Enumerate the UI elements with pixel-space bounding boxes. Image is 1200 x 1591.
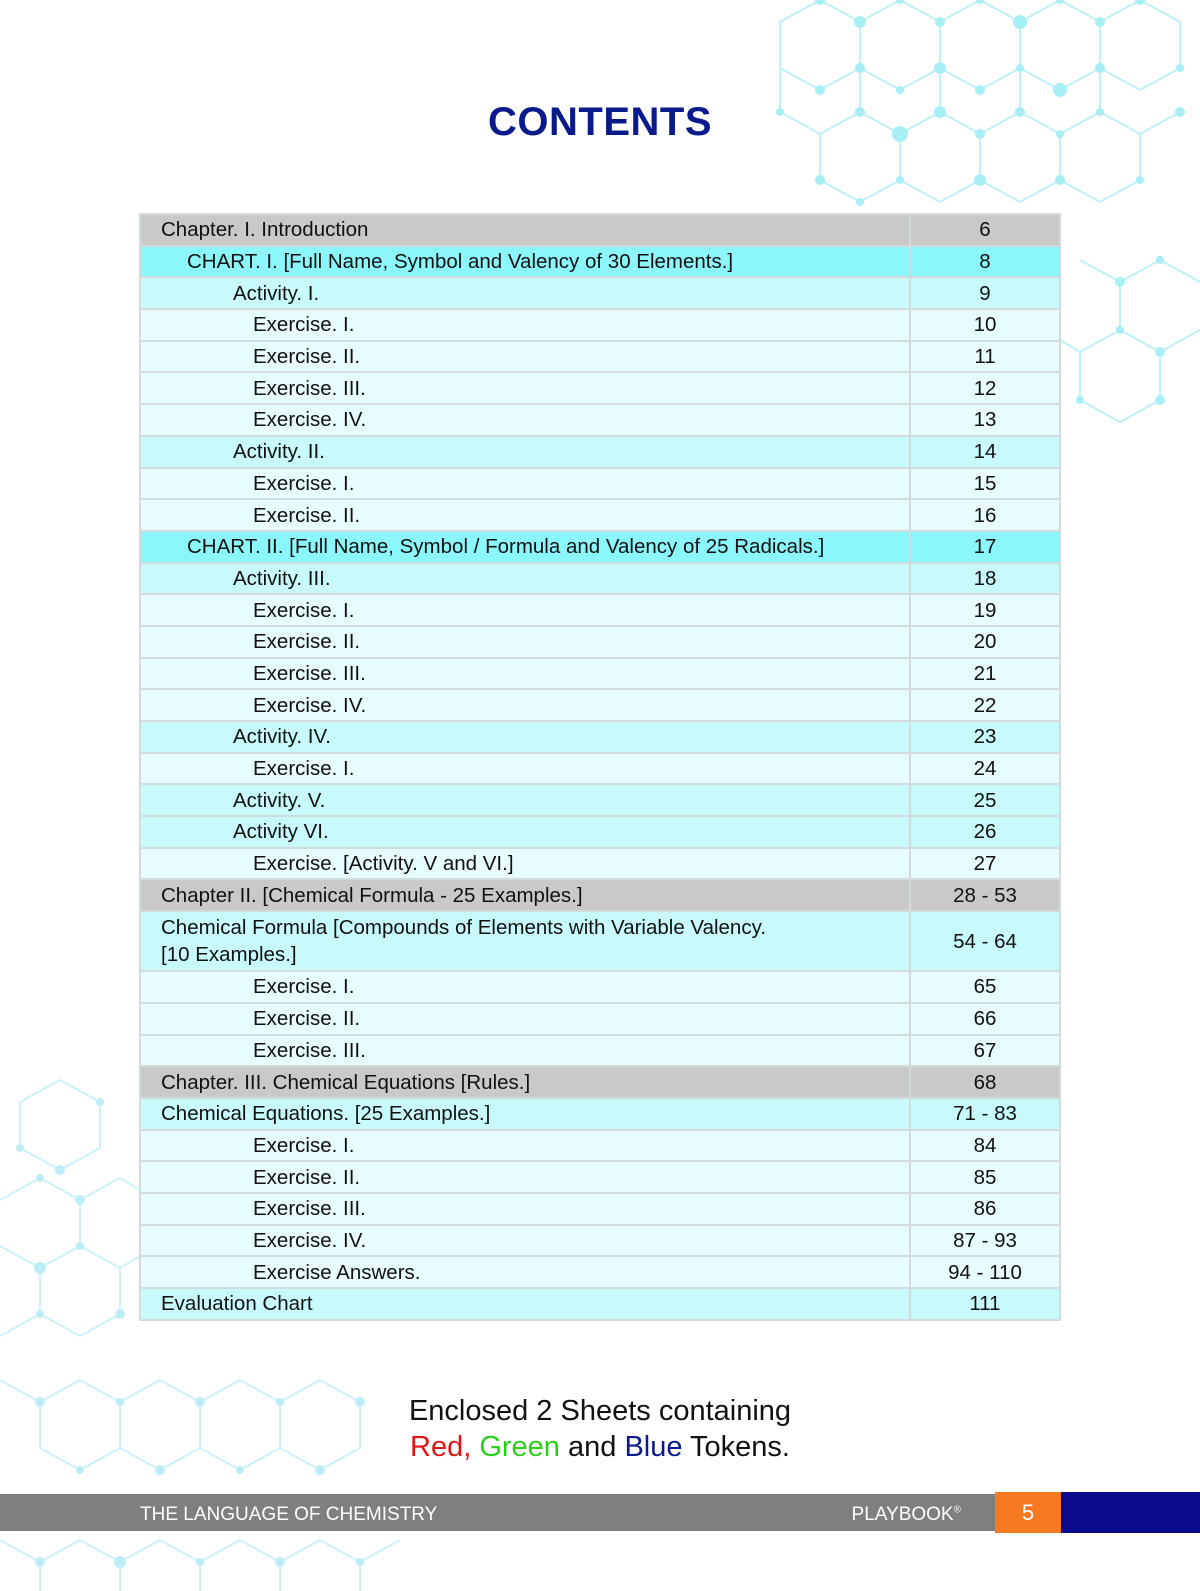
note-blue-word: Blue bbox=[624, 1431, 683, 1463]
toc-row bbox=[140, 1003, 1060, 1035]
note-line-2 bbox=[0, 1429, 1200, 1465]
toc-entry-label bbox=[140, 594, 910, 626]
contents-table bbox=[139, 213, 1061, 1321]
toc-row bbox=[140, 816, 1060, 848]
toc-entry-page: 67 bbox=[910, 1035, 1060, 1067]
toc-entry-label bbox=[140, 848, 910, 880]
toc-entry-label bbox=[140, 1161, 910, 1193]
toc-entry-page: 85 bbox=[910, 1161, 1060, 1193]
toc-row bbox=[140, 1098, 1060, 1130]
toc-entry-page: 94 - 110 bbox=[910, 1256, 1060, 1288]
toc-entry-page: 24 bbox=[910, 753, 1060, 785]
toc-row bbox=[140, 309, 1060, 341]
toc-entry-label bbox=[140, 563, 910, 595]
page-footer bbox=[0, 1492, 1200, 1533]
toc-entry-label bbox=[140, 1098, 910, 1130]
toc-entry-label bbox=[140, 658, 910, 690]
toc-entry-page: 16 bbox=[910, 499, 1060, 531]
toc-entry-text: Exercise. III. bbox=[253, 661, 366, 685]
toc-entry-page: 65 bbox=[910, 971, 1060, 1003]
toc-entry-label bbox=[140, 246, 910, 278]
toc-entry-page: 18 bbox=[910, 563, 1060, 595]
toc-entry-text-continued: [10 Examples.] bbox=[161, 943, 297, 967]
toc-entry-text: Activity. I. bbox=[233, 281, 320, 305]
footer-bar bbox=[0, 1494, 995, 1531]
toc-entry-label bbox=[140, 911, 910, 971]
toc-entry-text: Exercise Answers. bbox=[253, 1260, 421, 1284]
toc-entry-page: 13 bbox=[910, 404, 1060, 436]
toc-entry-label bbox=[140, 1066, 910, 1098]
toc-entry-page: 111 bbox=[910, 1288, 1060, 1320]
toc-entry-text: Exercise. III. bbox=[253, 1038, 366, 1062]
toc-entry-page: 66 bbox=[910, 1003, 1060, 1035]
toc-row bbox=[140, 341, 1060, 373]
toc-row bbox=[140, 848, 1060, 880]
toc-row bbox=[140, 753, 1060, 785]
toc-row bbox=[140, 436, 1060, 468]
toc-row bbox=[140, 971, 1060, 1003]
toc-entry-label bbox=[140, 277, 910, 309]
toc-row bbox=[140, 1225, 1060, 1257]
toc-entry-text: Chapter II. [Chemical Formula - 25 Examples.] bbox=[161, 883, 583, 907]
toc-entry-label bbox=[140, 816, 910, 848]
toc-entry-label bbox=[140, 1288, 910, 1320]
toc-entry-page: 23 bbox=[910, 721, 1060, 753]
toc-entry-page: 15 bbox=[910, 468, 1060, 500]
toc-entry-label bbox=[140, 372, 910, 404]
toc-row bbox=[140, 468, 1060, 500]
toc-row bbox=[140, 1256, 1060, 1288]
toc-entry-page: 20 bbox=[910, 626, 1060, 658]
toc-row bbox=[140, 689, 1060, 721]
toc-entry-page: 28 - 53 bbox=[910, 879, 1060, 911]
toc-entry-label bbox=[140, 1193, 910, 1225]
toc-row bbox=[140, 499, 1060, 531]
footer-series-label: PLAYBOOK bbox=[851, 1504, 954, 1525]
toc-entry-label bbox=[140, 531, 910, 563]
toc-entry-label bbox=[140, 499, 910, 531]
toc-entry-text: Exercise. II. bbox=[253, 1007, 361, 1031]
toc-entry-label bbox=[140, 1256, 910, 1288]
toc-entry-text: Exercise. I. bbox=[253, 757, 355, 781]
contents-table-body bbox=[140, 214, 1060, 1320]
toc-row bbox=[140, 1130, 1060, 1162]
toc-row bbox=[140, 911, 1060, 971]
toc-row bbox=[140, 404, 1060, 436]
toc-entry-text: Activity VI. bbox=[233, 820, 329, 844]
toc-entry-text: CHART. II. [Full Name, Symbol / Formula and Valency of 25 Radicals.] bbox=[187, 535, 825, 559]
toc-entry-text: Exercise. I. bbox=[253, 471, 355, 495]
toc-entry-text: Exercise. [Activity. V and VI.] bbox=[253, 852, 514, 876]
toc-row bbox=[140, 1161, 1060, 1193]
toc-entry-page: 84 bbox=[910, 1130, 1060, 1162]
toc-row bbox=[140, 531, 1060, 563]
toc-entry-text: Activity. IV. bbox=[233, 725, 331, 749]
toc-entry-label bbox=[140, 721, 910, 753]
footer-series bbox=[852, 1504, 961, 1526]
toc-row bbox=[140, 879, 1060, 911]
toc-entry-page: 21 bbox=[910, 658, 1060, 690]
registered-mark: ® bbox=[953, 1504, 961, 1516]
toc-entry-text: Exercise. IV. bbox=[253, 1228, 367, 1252]
toc-entry-label bbox=[140, 784, 910, 816]
toc-row bbox=[140, 246, 1060, 278]
toc-entry-page: 54 - 64 bbox=[910, 911, 1060, 971]
note-tokens-word: Tokens. bbox=[690, 1431, 790, 1463]
toc-entry-page: 6 bbox=[910, 214, 1060, 246]
toc-entry-text: Exercise. II. bbox=[253, 1165, 361, 1189]
toc-entry-text: Exercise. I. bbox=[253, 1133, 355, 1157]
toc-entry-page: 10 bbox=[910, 309, 1060, 341]
toc-row bbox=[140, 1035, 1060, 1067]
toc-row bbox=[140, 784, 1060, 816]
toc-entry-text: Exercise. III. bbox=[253, 1197, 366, 1221]
toc-entry-label bbox=[140, 468, 910, 500]
note-and-word: and bbox=[568, 1431, 617, 1463]
toc-entry-page: 25 bbox=[910, 784, 1060, 816]
toc-row bbox=[140, 214, 1060, 246]
toc-entry-text: Exercise. I. bbox=[253, 598, 355, 622]
toc-entry-page: 87 - 93 bbox=[910, 1225, 1060, 1257]
toc-entry-text: Exercise. IV. bbox=[253, 408, 367, 432]
toc-row bbox=[140, 1066, 1060, 1098]
toc-entry-label bbox=[140, 626, 910, 658]
toc-entry-label bbox=[140, 1035, 910, 1067]
toc-entry-page: 22 bbox=[910, 689, 1060, 721]
toc-entry-label bbox=[140, 404, 910, 436]
toc-entry-text: Exercise. III. bbox=[253, 376, 366, 400]
toc-entry-page: 68 bbox=[910, 1066, 1060, 1098]
note-line-1: Enclosed 2 Sheets containing bbox=[408, 1395, 792, 1427]
toc-row bbox=[140, 626, 1060, 658]
toc-entry-text: Exercise. IV. bbox=[253, 693, 367, 717]
toc-entry-label bbox=[140, 689, 910, 721]
toc-entry-label bbox=[140, 1130, 910, 1162]
footer-navy-block bbox=[1061, 1492, 1200, 1533]
toc-entry-page: 17 bbox=[910, 531, 1060, 563]
toc-entry-text: Chemical Equations. [25 Examples.] bbox=[161, 1102, 491, 1126]
toc-entry-label bbox=[140, 214, 910, 246]
toc-entry-page: 27 bbox=[910, 848, 1060, 880]
toc-row bbox=[140, 1193, 1060, 1225]
toc-entry-page: 71 - 83 bbox=[910, 1098, 1060, 1130]
toc-entry-text: Activity. II. bbox=[233, 440, 325, 464]
toc-entry-text: Exercise. II. bbox=[253, 630, 361, 654]
toc-entry-label bbox=[140, 341, 910, 373]
footer-book-title: THE LANGUAGE OF CHEMISTRY bbox=[140, 1504, 438, 1525]
toc-row bbox=[140, 594, 1060, 626]
toc-entry-label bbox=[140, 753, 910, 785]
toc-entry-page: 19 bbox=[910, 594, 1060, 626]
toc-row bbox=[140, 277, 1060, 309]
toc-entry-text: CHART. I. [Full Name, Symbol and Valency of 30 Elements.] bbox=[187, 250, 734, 274]
toc-row bbox=[140, 1288, 1060, 1320]
toc-entry-label bbox=[140, 436, 910, 468]
toc-entry-page: 8 bbox=[910, 246, 1060, 278]
note-green-word: Green bbox=[479, 1431, 560, 1463]
note-red-word: Red, bbox=[410, 1431, 472, 1463]
toc-entry-text: Chapter. III. Chemical Equations [Rules.] bbox=[161, 1070, 531, 1094]
toc-row bbox=[140, 658, 1060, 690]
toc-entry-text: Chemical Formula [Compounds of Elements with Variable Valency. bbox=[161, 916, 767, 940]
toc-entry-text: Activity. V. bbox=[233, 788, 326, 812]
toc-entry-text: Exercise. I. bbox=[253, 975, 355, 999]
toc-entry-page: 11 bbox=[910, 341, 1060, 373]
page-title: CONTENTS bbox=[488, 100, 712, 144]
toc-entry-page: 12 bbox=[910, 372, 1060, 404]
toc-entry-text: Exercise. II. bbox=[253, 345, 361, 369]
toc-row bbox=[140, 372, 1060, 404]
toc-entry-text: Exercise. I. bbox=[253, 313, 355, 337]
toc-entry-label bbox=[140, 1003, 910, 1035]
toc-row bbox=[140, 563, 1060, 595]
toc-entry-label bbox=[140, 1225, 910, 1257]
toc-entry-label bbox=[140, 971, 910, 1003]
toc-entry-text: Exercise. II. bbox=[253, 503, 361, 527]
toc-entry-page: 86 bbox=[910, 1193, 1060, 1225]
toc-entry-text: Evaluation Chart bbox=[161, 1292, 313, 1316]
toc-entry-page: 9 bbox=[910, 277, 1060, 309]
enclosed-sheets-note bbox=[0, 1393, 1200, 1465]
toc-row bbox=[140, 721, 1060, 753]
toc-entry-page: 26 bbox=[910, 816, 1060, 848]
toc-entry-text: Chapter. I. Introduction bbox=[161, 218, 369, 242]
toc-entry-label bbox=[140, 309, 910, 341]
toc-entry-page: 14 bbox=[910, 436, 1060, 468]
page-number: 5 bbox=[995, 1492, 1061, 1533]
toc-entry-text: Activity. III. bbox=[233, 566, 331, 590]
toc-entry-label bbox=[140, 879, 910, 911]
